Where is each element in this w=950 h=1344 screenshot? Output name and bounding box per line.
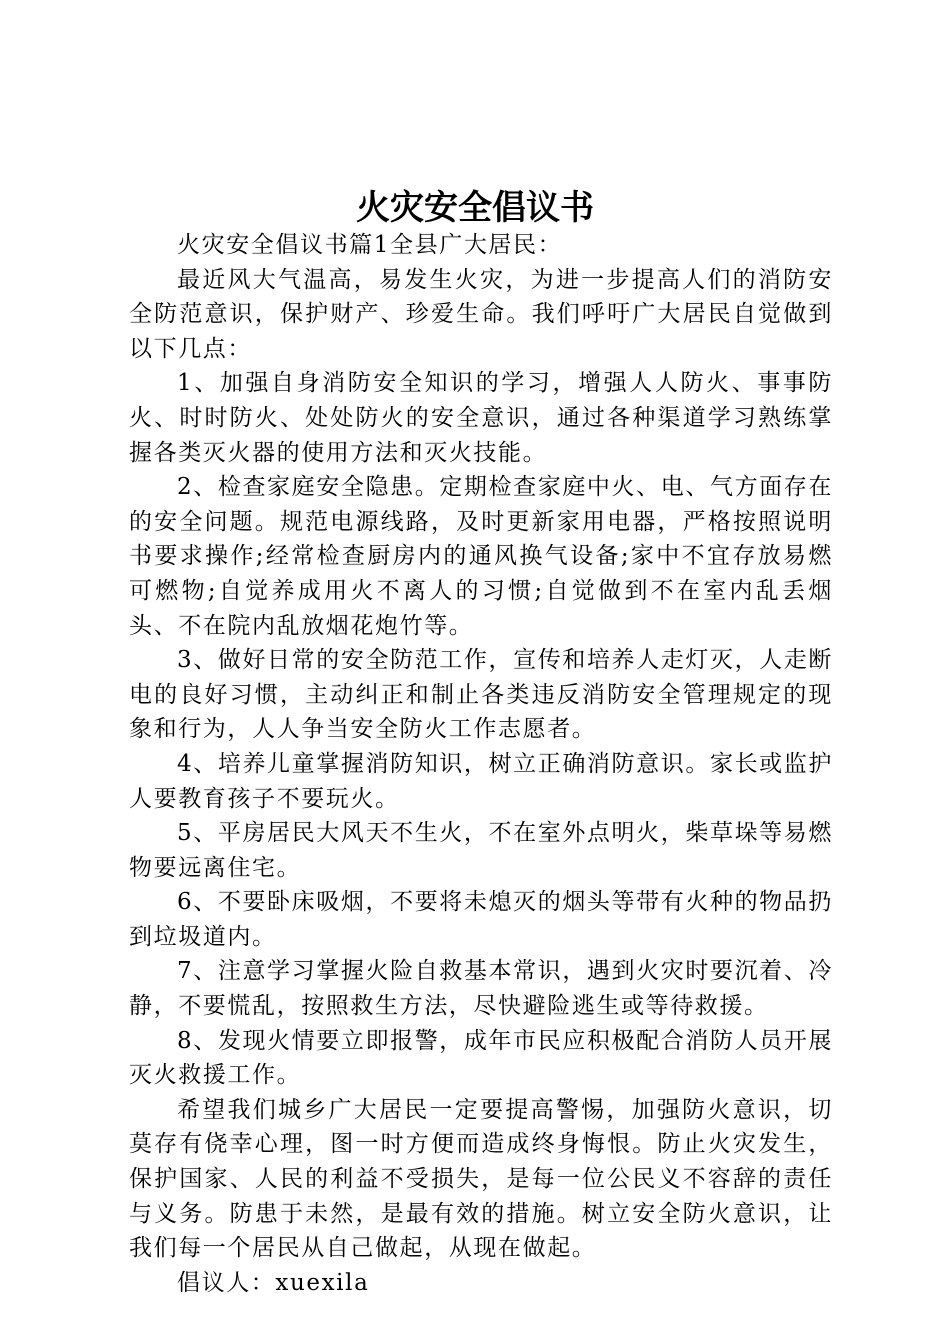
point-8-paragraph: 8、发现火情要立即报警，成年市民应积极配合消防人员开展灭火救援工作。 [129,1027,833,1089]
point-5-paragraph: 5、平房居民大风天不生火，不在室外点明火，柴草垛等易燃物要远离住宅。 [129,820,833,881]
point-7-paragraph: 7、注意学习掌握火险自救基本常识，遇到火灾时要沉着、冷静，不要慌乱，按照救生方法，尽快避险逃生或等待救援。 [129,958,833,1020]
greeting-paragraph: 火灾安全倡议书篇1全县广大居民： [177,232,563,258]
document-title: 火灾安全倡议书 [356,188,594,228]
intro-paragraph: 最近风大气温高，易发生火灾，为进一步提高人们的消防安全防范意识，保护财产、珍爱生命。我们呼吁广大居民自觉做到以下几点： [129,266,833,362]
document-body [129,228,833,1300]
point-2-paragraph: 2、检查家庭安全隐患。定期检查家庭中火、电、气方面存在的安全问题。规范电源线路，及时更新家用电器，严格按照说明书要求操作;经常检查厨房内的通风换气设备;家中不宜存放易燃可燃物;自觉养成用火不离人的习惯;自觉做到不在室内乱丢烟头、不在院内乱放烟花炮竹等。 [129,474,833,639]
point-3-paragraph: 3、做好日常的安全防范工作，宣传和培养人走灯灭，人走断电的良好习惯，主动纠正和制止各类违反消防安全管理规定的现象和行为，人人争当安全防火工作志愿者。 [129,647,833,743]
point-6-paragraph: 6、不要卧床吸烟，不要将未熄灭的烟头等带有火种的物品扔到垃圾道内。 [129,889,833,950]
point-4-paragraph: 4、培养儿童掌握消防知识，树立正确消防意识。家长或监护人要教育孩子不要玩火。 [129,750,833,812]
point-1-paragraph: 1、加强自身消防安全知识的学习，增强人人防火、事事防火、时时防火、处处防火的安全意识，通过各种渠道学习熟练掌握各类灭火器的使用方法和灭火技能。 [129,370,833,466]
signature-line: 倡议人：xuexila [177,1269,370,1296]
closing-paragraph: 希望我们城乡广大居民一定要提高警惕，加强防火意识，切莫存有侥幸心理，图一时方便而造成终身悔恨。防止火灾发生，保护国家、人民的利益不受损失，是每一位公民义不容辞的责任与义务。防患于未然，是最有效的措施。树立安全防火意识，让我们每一个居民从自己做起，从现在做起。 [129,1096,833,1262]
